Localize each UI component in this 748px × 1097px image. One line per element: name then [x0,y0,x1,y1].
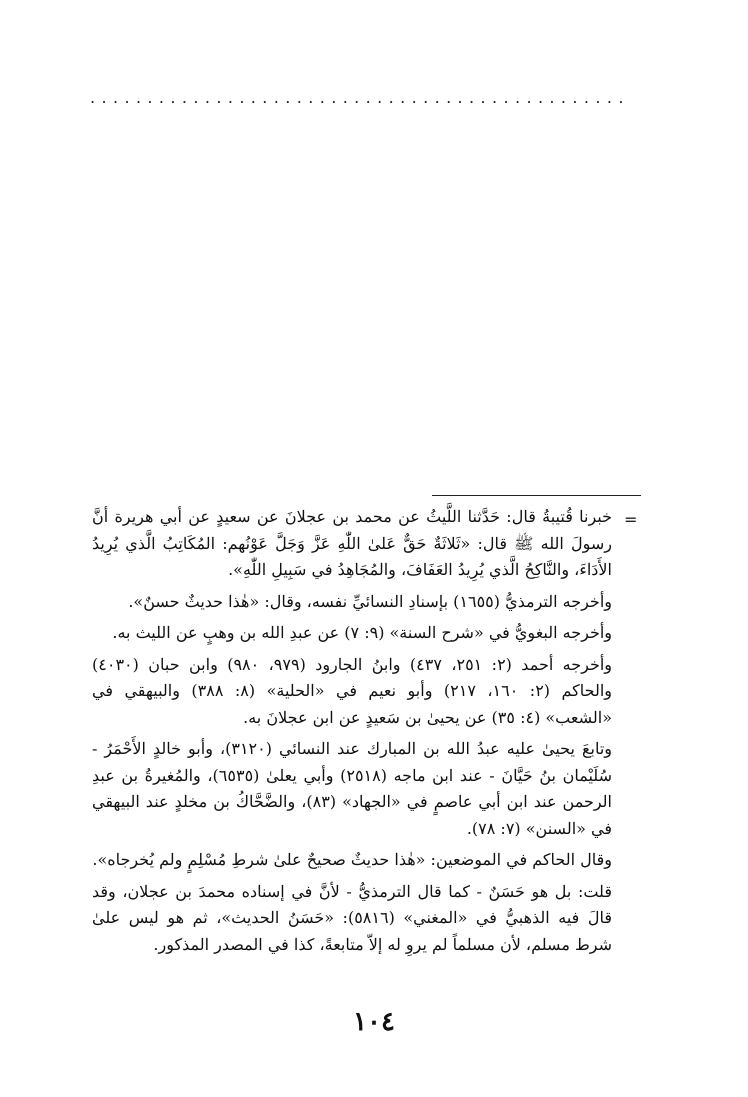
footnote-paragraph: قلت: بل هو حَسَنٌ - كما قال الترمذيُّ - لأنَّ في إسناده محمدَ بن عجلان، وقد قالَ فيه الذهبيُّ في «المغني» (٥٨١٦): «حَسَنُ الحديث»، ثم هو ليس علىٰ شرط مسلم، لأن مسلماً لم يروِ له إلاّ متابعةً، كذا في المصدر المذكور. [92,881,613,954]
footnote-paragraph: وتابعَ يحيىٰ عليه عبدُ الله بن المبارك عند النسائي (٣١٢٠)، وأبو خالدٍ الأَحْمَرُ - سُلَيْمان بنُ حَيَّانَ - عند ابن ماجه (٢٥١٨) وأبي يعلىٰ (٦٥٣٥)، والمُغيرةُ بن عبدِ الرحمن عند ابن أبي عاصمٍ في «الجهاد» (٨٣)، والضَّحَّاكُ بن مخلدٍ عند البيهقي في «السنن» (٧: ٧٨). [92,739,613,838]
footnote-paragraph: وأخرجه الترمذيُّ (١٦٥٥) بإسنادِ النسائيِّ نفسه، وقال: «هٰذا حديثٌ حسنٌ». [128,591,612,611]
footnote-block [92,504,612,963]
footnote-paragraph: وأخرجه البغويُّ في «شرح السنة» (٩: ٧) عن عبدِ الله بن وهبٍ عن الليث به. [112,623,612,642]
continuation-mark: = [624,510,638,529]
footnote-paragraph: وقال الحاكم في الموضعين: «هٰذا حديثٌ صحيحٌ علىٰ شرطِ مُسْلِمٍ ولم يُخرجاه». [92,850,612,869]
footnote-paragraph: خبرنا قُتيبةُ قال: حَدَّثنا اللَّيثُ عن محمد بن عجلانَ عن سعيدٍ عن أبي هريرة أنَّ رسولَ الله ﷺ قال: «ثَلاثَةٌ حَقٌّ عَلىٰ اللّٰهِ عَزَّ وَجَلَّ عَوْنُهم: المُكَاتِبُ الَّذي يُرِيدُ الأَدَاءَ، والنَّاكِحُ الَّذي يُرِيدُ العَفَافَ، والمُجَاهِدُ في سَبِيلِ اللّٰهِ». [92,507,612,579]
footnote-paragraph: وأخرجه أحمد (٢: ٢٥١، ٤٣٧) وابنُ الجارود (٩٧٩، ٩٨٠) وابن حبان (٤٠٣٠) والحاكم (٢: ١٦٠، ٢١٧) وأبو نعيم في «الحلية» (٨: ٣٨٨) والبيهقي في «الشعب» (٤: ٣٥) عن يحيىٰ بن سَعيدٍ عن ابن عجلانَ به. [92,654,613,727]
footnote-rule [432,495,641,496]
page-number: ١٠٤ [353,1007,395,1037]
dotted-separator: ............................................... [90,88,630,107]
